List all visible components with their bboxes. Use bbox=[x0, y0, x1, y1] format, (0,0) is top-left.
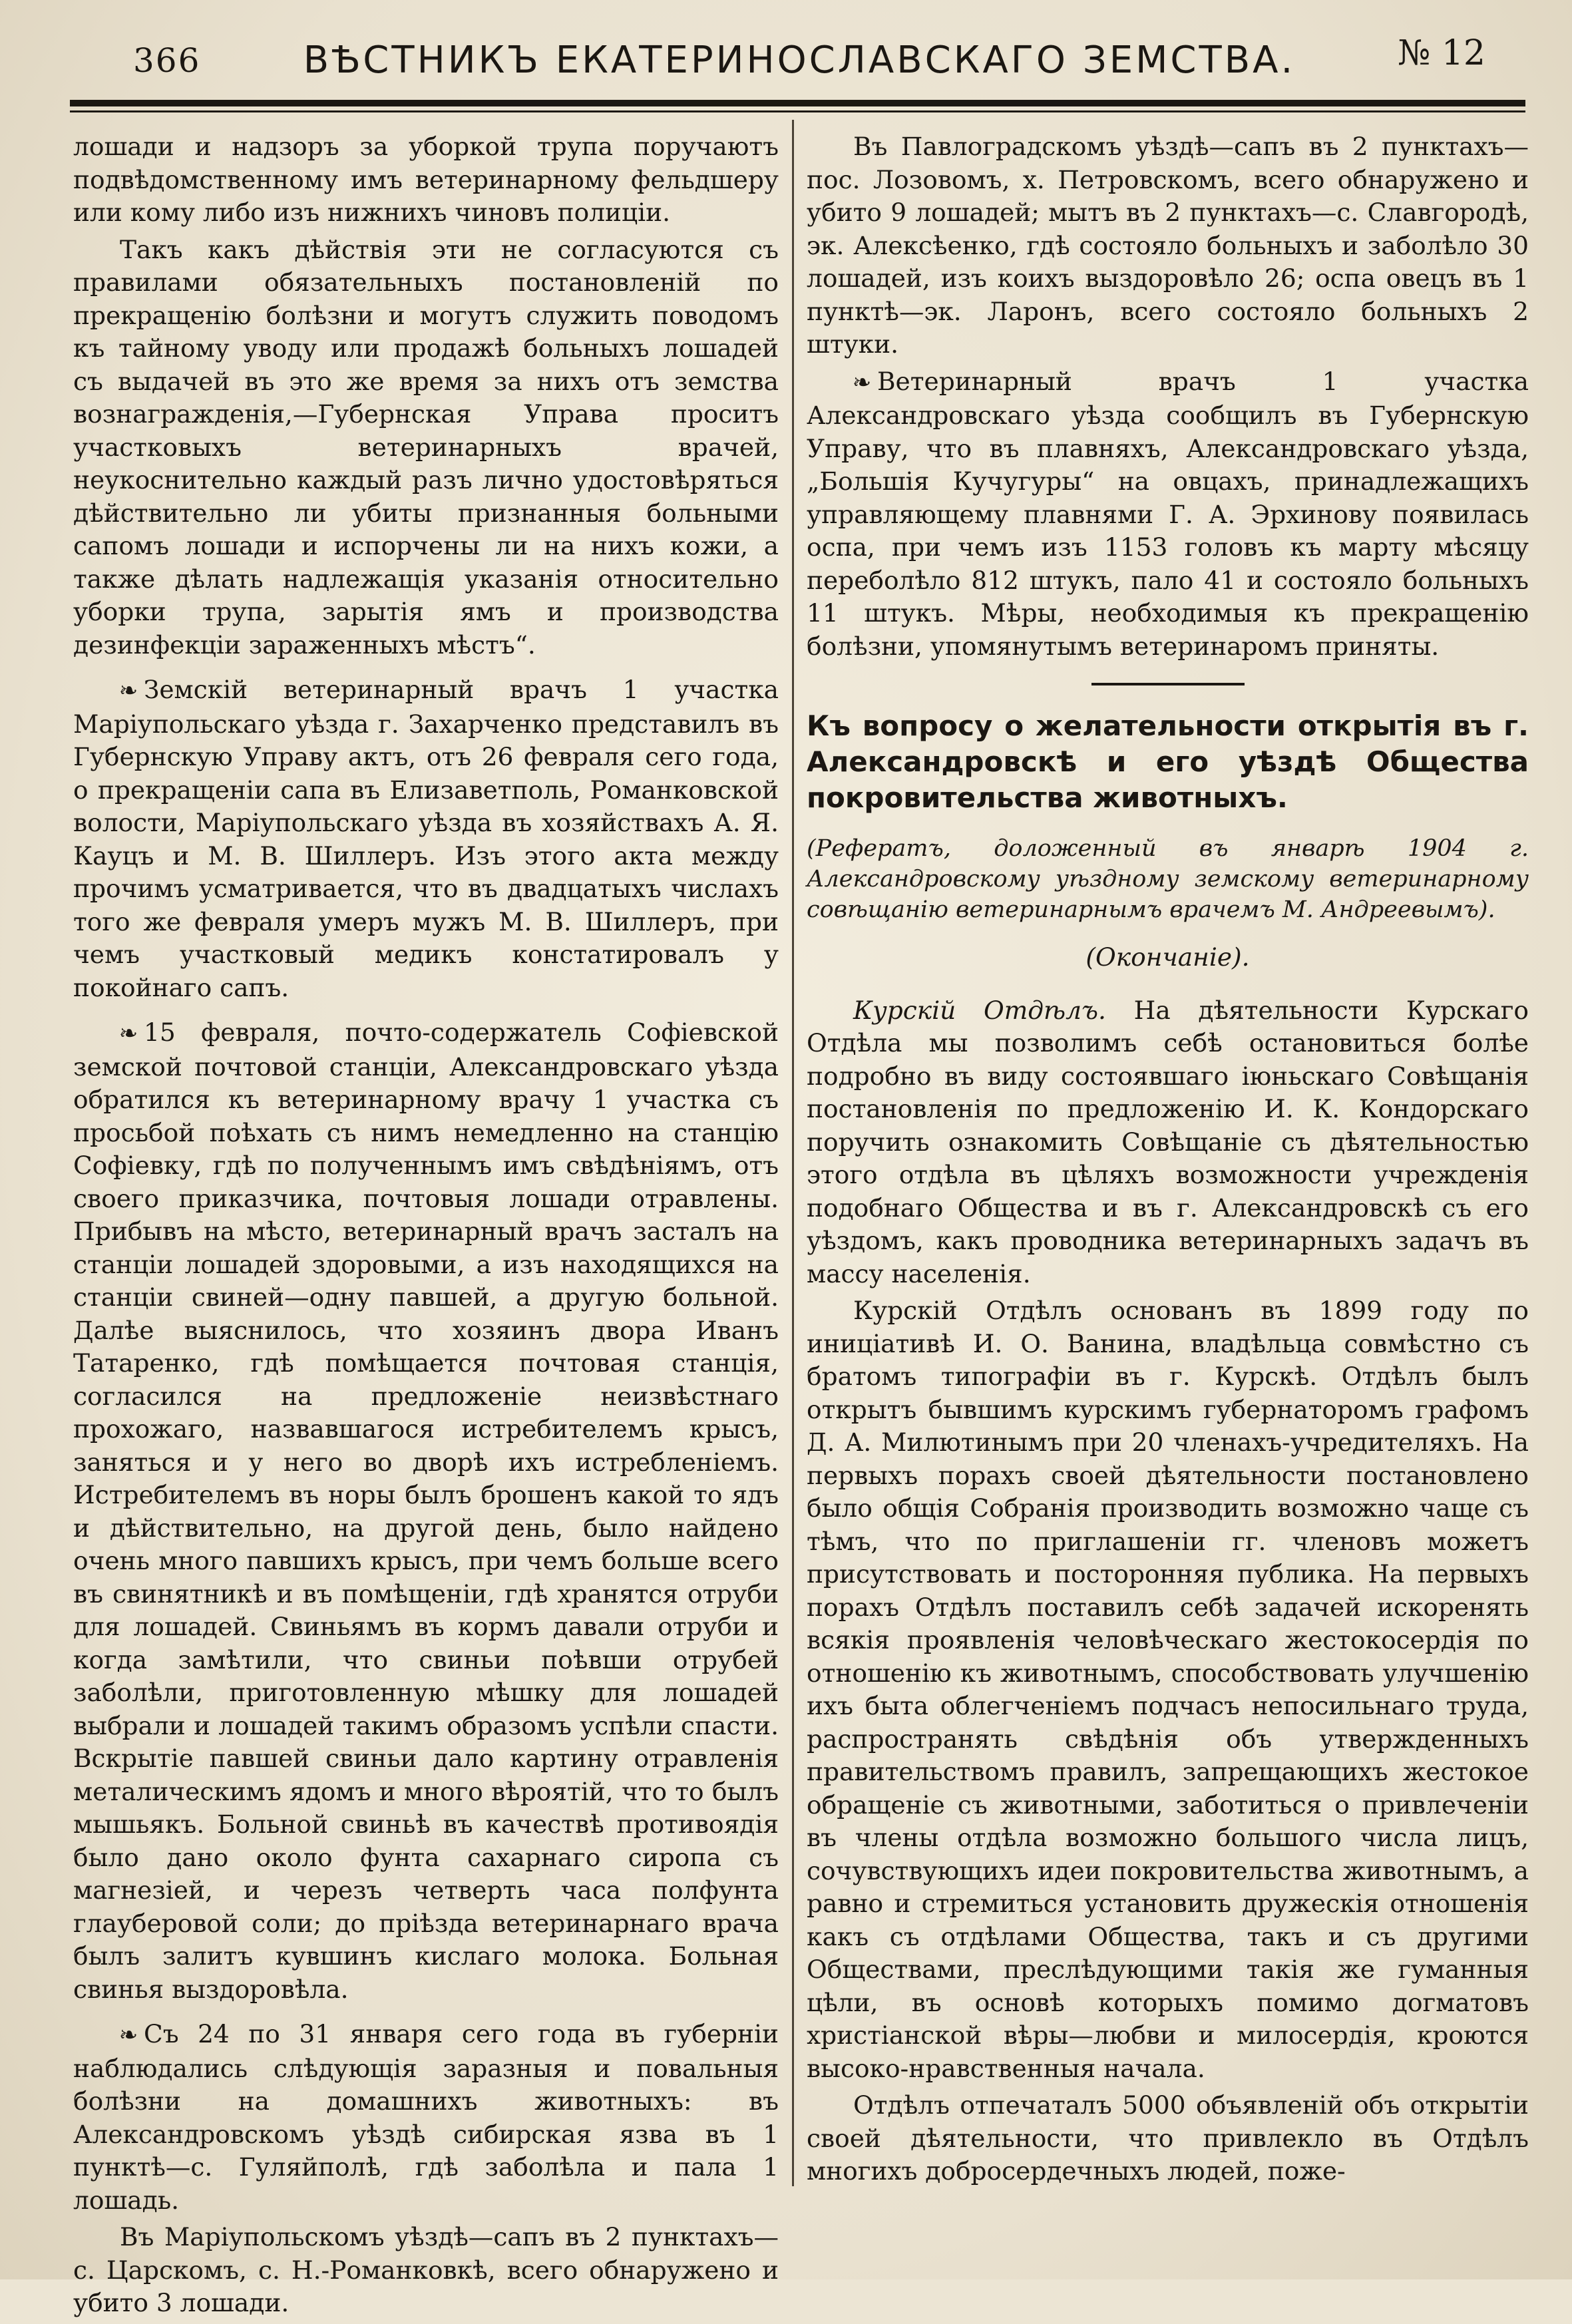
left-column bbox=[73, 130, 779, 2324]
issue-number: № 12 bbox=[1398, 33, 1485, 73]
paragraph bbox=[73, 2018, 779, 2217]
paragraph-lead: Курскій Отдѣлъ. bbox=[853, 995, 1106, 1025]
journal-title: ВѢСТНИКЪ ЕКАТЕРИНОСЛАВСКАГО ЗЕМСТВА. bbox=[303, 39, 1296, 82]
right-column bbox=[807, 130, 1529, 2192]
paragraph-text: Земскій ветеринарный врачъ 1 участка Маріупольскаго уѣзда г. Захарченко представилъ въ Губернскую Управу актъ, отъ 26 февраля сего года, о прекращеніи сапа въ Елизаветполь, Романковской волости, Маріупольскаго уѣзда въ хозяйствахъ А. Я. Кауцъ и М. В. Шиллеръ. Изъ этого акта между прочимъ усматривается, что въ двадцатыхъ числахъ того же февраля умеръ мужъ М. В. Шиллеръ, при чемъ участковый медикъ констатировалъ у покойнаго сапъ. bbox=[73, 675, 779, 1002]
header-rule-thin bbox=[70, 110, 1525, 112]
paragraph bbox=[73, 674, 779, 1004]
paragraph: Отдѣлъ отпечаталъ 5000 объявленій объ открытіи своей дѣятельности, что привлекло въ Отдѣлъ многихъ добросердечныхъ людей, поже- bbox=[807, 2090, 1529, 2186]
paragraph: Въ Маріупольскомъ уѣздѣ—сапъ въ 2 пунктахъ—с. Царскомъ, с. Н.-Романковкѣ, всего обнаружено и убито 3 лошади. bbox=[73, 2222, 779, 2317]
paragraph-text: Съ 24 по 31 января сего года въ губерніи наблюдались слѣдующія заразныя и повальныя болѣзни на домашнихъ животныхъ: въ Александровскомъ уѣздѣ сибирская язва въ 1 пунктѣ—с. Гуляйполѣ, гдѣ заболѣла и пала 1 лошадь. bbox=[73, 2019, 779, 2215]
page-header bbox=[73, 19, 1525, 92]
paragraph-text: 15 февраля, почто-содержатель Софіевской земской почтовой станціи, Александровскаго уѣзда обратился къ ветеринарному врачу 1 участка съ просьбой поѣхать съ нимъ немедленно на станцію Софіевку, гдѣ по полученнымъ имъ свѣдѣніямъ, отъ своего приказчика, почтовыя лошади отравлены. Прибывъ на мѣсто, ветеринарный врачъ засталъ на станціи лошадей здоровыми, а изъ находящихся на станціи свиней—одну павшей, а другую больной. Далѣе выяснилось, что хозяинъ двора Иванъ Татаренко, гдѣ помѣщается почтовая станція, согласился на предложеніе неизвѣстнаго прохожаго, назвавшагося истребителемъ крысъ, заняться и у него во дворѣ ихъ истребленіемъ. Истребителемъ въ норы былъ брошенъ какой то ядъ и дѣйствительно, на другой день, было найдено очень много павшихъ крысъ, при чемъ больше всего въ свинятникѣ и въ помѣщеніи, гдѣ хранятся отруби для лошадей. Свиньямъ въ кормъ давали отруби и когда замѣтили, что свиньи поѣвши отрубей заболѣли, приготовленную мѣшку для лошадей выбрали и лошадей такимъ образомъ успѣли спасти. Вскрытіе павшей свиньи дало картину отравленія металическимъ ядомъ и много вѣроятій, что то былъ мышьякъ. Больной свиньѣ въ качествѣ противоядія было дано около фунта сахарнаго сиропа съ магнезіей, и черезъ четверть часа полфунта глауберовой соли; до пріѣзда ветеринарнаго врача былъ залитъ кувшинъ кислаго молока. Больная свинья выздоровѣла. bbox=[73, 1018, 779, 2004]
paragraph bbox=[807, 365, 1529, 664]
leaf-ornament-icon: ❧ bbox=[118, 2022, 138, 2048]
paragraph-text: На дѣятельности Курскаго Отдѣла мы позволимъ себѣ остановиться болѣе подробно въ виду состоявшаго іюньскаго Совѣщанія постановленія по предложенію И. К. Кондорскаго поручить ознакомить Совѣщаніе съ дѣятельностью этого отдѣла въ цѣляхъ возможности учрежденія подобнаго Общества и въ г. Александровскѣ съ его уѣздомъ, какъ проводника ветеринарныхъ задачъ въ массу населенія. bbox=[807, 995, 1529, 1288]
leaf-ornament-icon: ❧ bbox=[118, 678, 138, 704]
paragraph bbox=[807, 994, 1529, 1291]
article-heading: Къ вопросу о желательности открытія въ г. Александровскѣ и его уѣздѣ Общества покровительства животныхъ. bbox=[807, 709, 1529, 814]
paragraph: Такъ какъ дѣйствія эти не согласуются съ правилами обязательныхъ постановленій по прекращенію болѣзни и могутъ служить поводомъ къ тайному уводу или продажѣ больныхъ лошадей съ выдачей въ это же время за нихъ отъ земства вознагражденія,—Губернская Управа проситъ участковыхъ ветеринарныхъ врачей, неукоснительно каждый разъ лично удостовѣряться дѣйствительно ли убиты признанныя больными сапомъ лошади и испорчены ли на нихъ кожи, а также дѣлать надлежащія указанія относительно уборки трупа, зарытія ямъ и производства дезинфекціи зараженныхъ мѣстъ“. bbox=[73, 234, 779, 660]
column-divider bbox=[792, 120, 794, 2186]
header-rule bbox=[70, 100, 1525, 106]
article-subtitle: (Рефератъ, доложенный въ январѣ 1904 г. Александровскому уѣздному земскому ветеринарному совѣщанію ветеринарнымъ врачемъ М. Андреевымъ). bbox=[807, 835, 1529, 923]
leaf-ornament-icon: ❧ bbox=[118, 1020, 138, 1047]
article-continuation-note: (Окончаніе). bbox=[1085, 942, 1250, 972]
paragraph-text: Ветеринарный врачъ 1 участка Александровскаго уѣзда сообщилъ въ Губернскую Управу, что въ плавняхъ, Александровскаго уѣзда, „Большія Кучугуры“ на овцахъ, принадлежащихъ управляющему плавнями Г. А. Эрхинову появилась оспа, при чемъ изъ 1153 головъ къ марту мѣсяцу переболѣло 812 штукъ, пало 41 и состояло больныхъ 11 штукъ. Мѣры, необходимыя къ прекращенію болѣзни, упомянутымъ ветеринаромъ приняты. bbox=[807, 366, 1529, 661]
page-number: 366 bbox=[133, 41, 201, 80]
leaf-ornament-icon: ❧ bbox=[852, 369, 872, 396]
paragraph: Въ Павлоградскомъ уѣздѣ—сапъ въ 2 пунктахъ—пос. Лозовомъ, х. Петровскомъ, всего обнаружено и убито 9 лошадей; мытъ въ 2 пунктахъ—с. Славгородѣ, эк. Алексѣенко, гдѣ состояло больныхъ и заболѣло 30 лошадей, изъ коихъ выздоровѣло 26; оспа овецъ въ 1 пунктѣ—эк. Ларонъ, всего состояло больныхъ 2 штуки. bbox=[807, 132, 1529, 359]
paragraph: лошади и надзоръ за уборкой трупа поручаютъ подвѣдомственному имъ ветеринарному фельдшеру или кому либо изъ нижнихъ чиновъ полиціи. bbox=[73, 132, 779, 227]
paragraph: Курскій Отдѣлъ основанъ въ 1899 году по иниціативѣ И. О. Ванина, владѣльца совмѣстно съ братомъ типографіи въ г. Курскѣ. Отдѣлъ былъ открытъ бывшимъ курскимъ губернаторомъ графомъ Д. А. Милютинымъ при 20 членахъ-учредителяхъ. На первыхъ порахъ своей дѣятельности постановлено было общія Собранія производить возможно чаще съ тѣмъ, что по приглашеніи гг. членовъ можетъ присутствовать и посторонняя публика. На первыхъ порахъ Отдѣлъ поставилъ себѣ задачей искоренять всякія проявленія человѣческаго жестокосердія по отношенію къ животнымъ, способствовать улучшенію ихъ быта облегченіемъ подчасъ непосильнаго труда, распространять свѣдѣнія объ утвержденныхъ правительствомъ правилъ, запрещающихъ жестокое обращеніе съ животными, заботиться о привлеченіи въ члены отдѣла возможно большого числа лицъ, сочувствующихъ идеи покровительства животнымъ, а равно и стремиться установить дружескія отношенія какъ съ отдѣлами Общества, такъ и съ другими Обществами, преслѣдующими такія же гуманныя цѣли, въ основѣ которыхъ помимо догматовъ христіанской вѣры—любви и милосердія, кроются высоко-нравственныя начала. bbox=[807, 1296, 1529, 2083]
section-divider bbox=[1091, 683, 1245, 685]
paragraph bbox=[73, 1016, 779, 2006]
